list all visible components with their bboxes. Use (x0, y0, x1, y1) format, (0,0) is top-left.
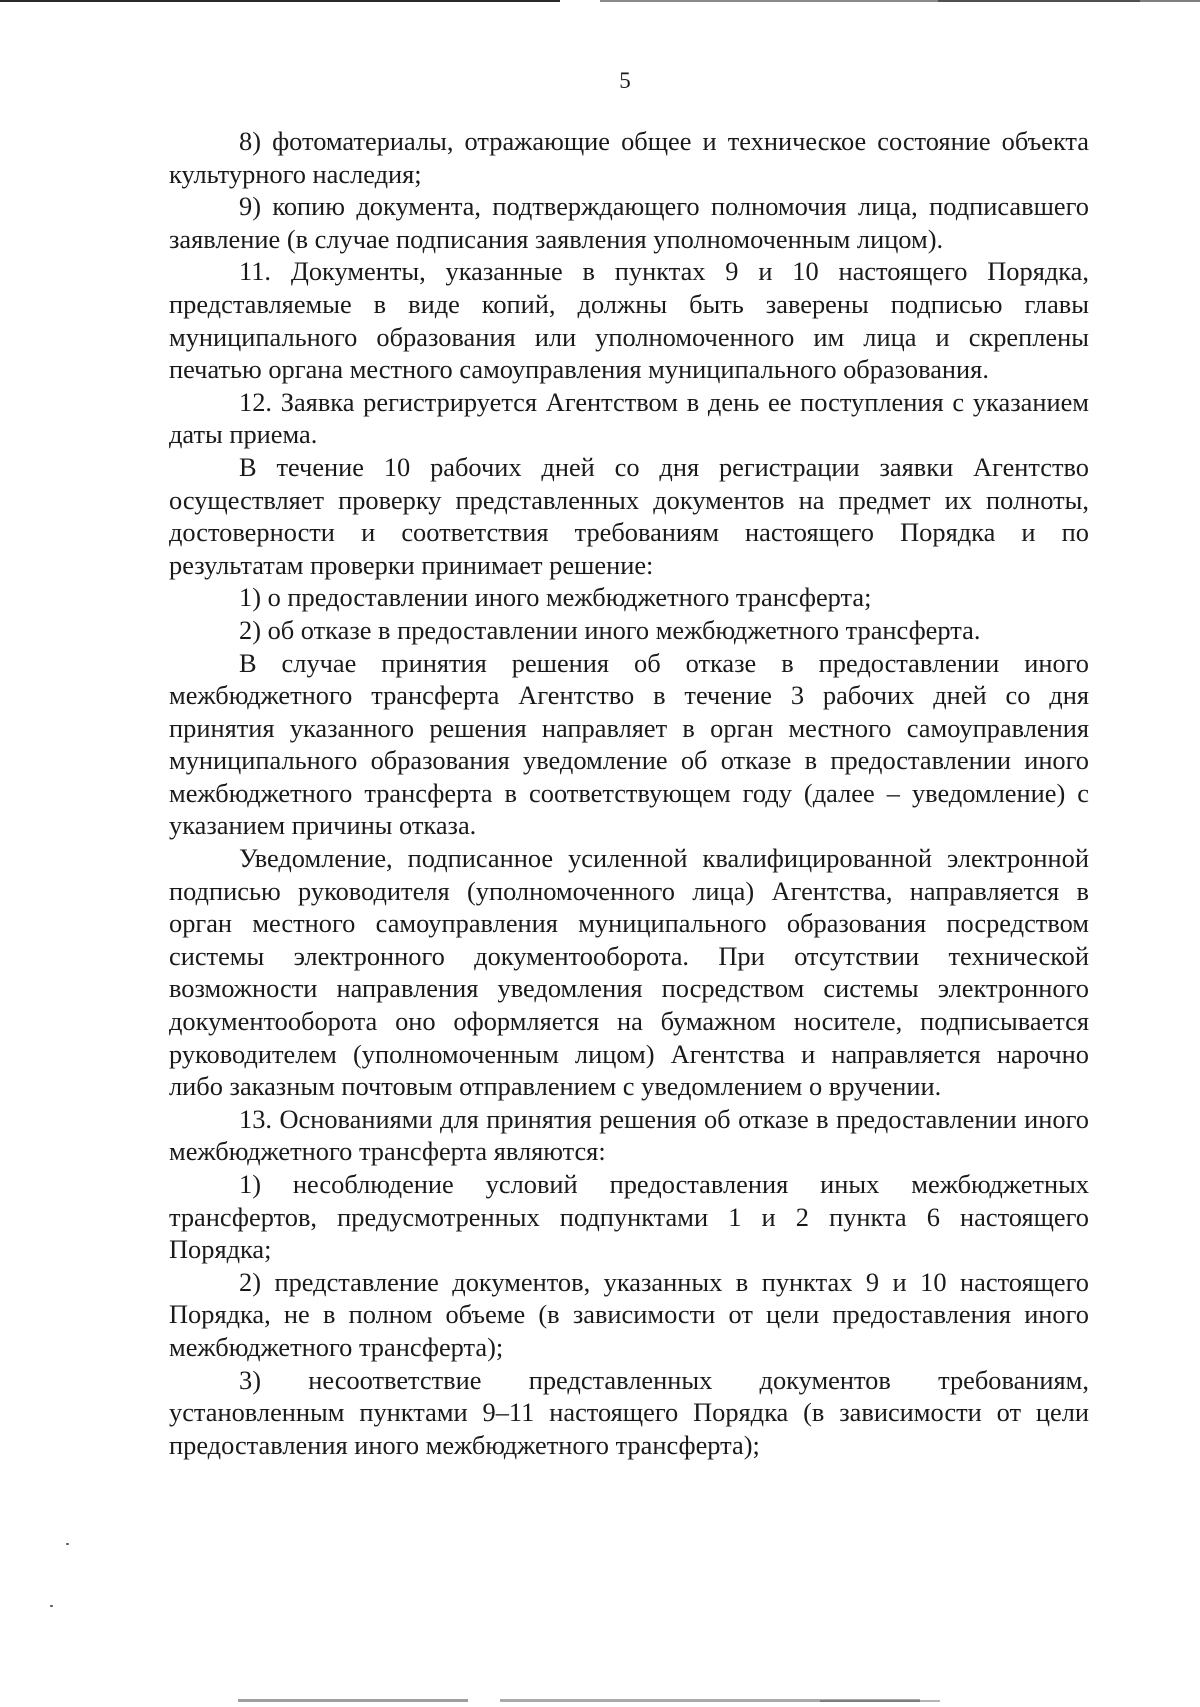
paragraph-clause-11: 11. Документы, указанные в пунктах 9 и 10 настоящего Порядка, представляемые в виде копий, должны быть заверены подписью главы муниципального образования или уполномоченного им лица и скреплены печатью органа местного самоуправления муниципального образования. (169, 256, 1089, 385)
paragraph-ground-2: 2) представление документов, указанных в пунктах 9 и 10 настоящего Порядка, не в полном объеме (в зависимости от цели предоставления иного межбюджетного трансферта); (169, 1266, 1089, 1362)
page-number: 5 (619, 68, 631, 93)
paragraph-item-8: 8) фотоматериалы, отражающие общее и техническое состояние объекта культурного наследия; (169, 126, 1089, 189)
paragraph-item-9: 9) копию документа, подтверждающего полномочия лица, подписавшего заявление (в случае подписания заявления уполномоченным лицом). (169, 191, 1089, 254)
paragraph-ground-3: 3) несоответствие представленных документов требованиям, установленным пунктами 9–11 настоящего Порядка (в зависимости от цели предоставления иного межбюджетного трансферта); (169, 1364, 1089, 1460)
paragraph-clause-13: 13. Основаниями для принятия решения об отказе в предоставлении иного межбюджетного трансферта являются: (169, 1103, 1089, 1167)
scan-edge-line (820, 1700, 940, 1702)
scan-speck (66, 1543, 69, 1545)
scan-edge-line (938, 0, 1200, 2)
paragraph-notification: Уведомление, подписанное усиленной квалифицированной электронной подписью руководителя (уполномоченного лица) Агентства, направляется в орган местного самоуправления муниципального образования посредством системы электронного документооборота. При отсутствии технической возможности направления уведомления посредством системы электронного документооборота оно оформляется на бумажном носителе, подписывается руководителем (уполномоченным лицом) Агентства и направляется нарочно либо заказным почтовым отправлением с уведомлением о вручении. (169, 843, 1089, 1102)
paragraph-ground-1: 1) несоблюдение условий предоставления иных межбюджетных трансфертов, предусмотренных подпунктами 1 и 2 пункта 6 настоящего Порядка; (169, 1169, 1089, 1265)
paragraph-clause-12: 12. Заявка регистрируется Агентством в день ее поступления с указанием даты приема. (169, 386, 1089, 450)
paragraph-decision-2: 2) об отказе в предоставлении иного межбюджетного трансферта. (239, 614, 981, 645)
scan-edge-line (0, 0, 560, 2)
paragraph-review-period: В течение 10 рабочих дней со дня регистрации заявки Агентство осуществляет проверку представленных документов на предмет их полноты, достоверности и соответствия требованиям настоящего Порядка и по результатам проверки принимает решение: (169, 451, 1089, 580)
paragraph-decision-1: 1) о предоставлении иного межбюджетного трансферта; (239, 582, 872, 613)
document-body (169, 125, 1089, 1461)
scan-edge-line (238, 1699, 468, 1702)
scan-speck (50, 1605, 53, 1607)
paragraph-refusal-case: В случае принятия решения об отказе в предоставлении иного межбюджетного трансферта Агентство в течение 3 рабочих дней со дня принятия указанного решения направляет в орган местного самоуправления муниципального образования уведомление об отказе в предоставлении иного межбюджетного трансферта в соответствующем году (далее – уведомление) с указанием причины отказа. (169, 647, 1089, 841)
